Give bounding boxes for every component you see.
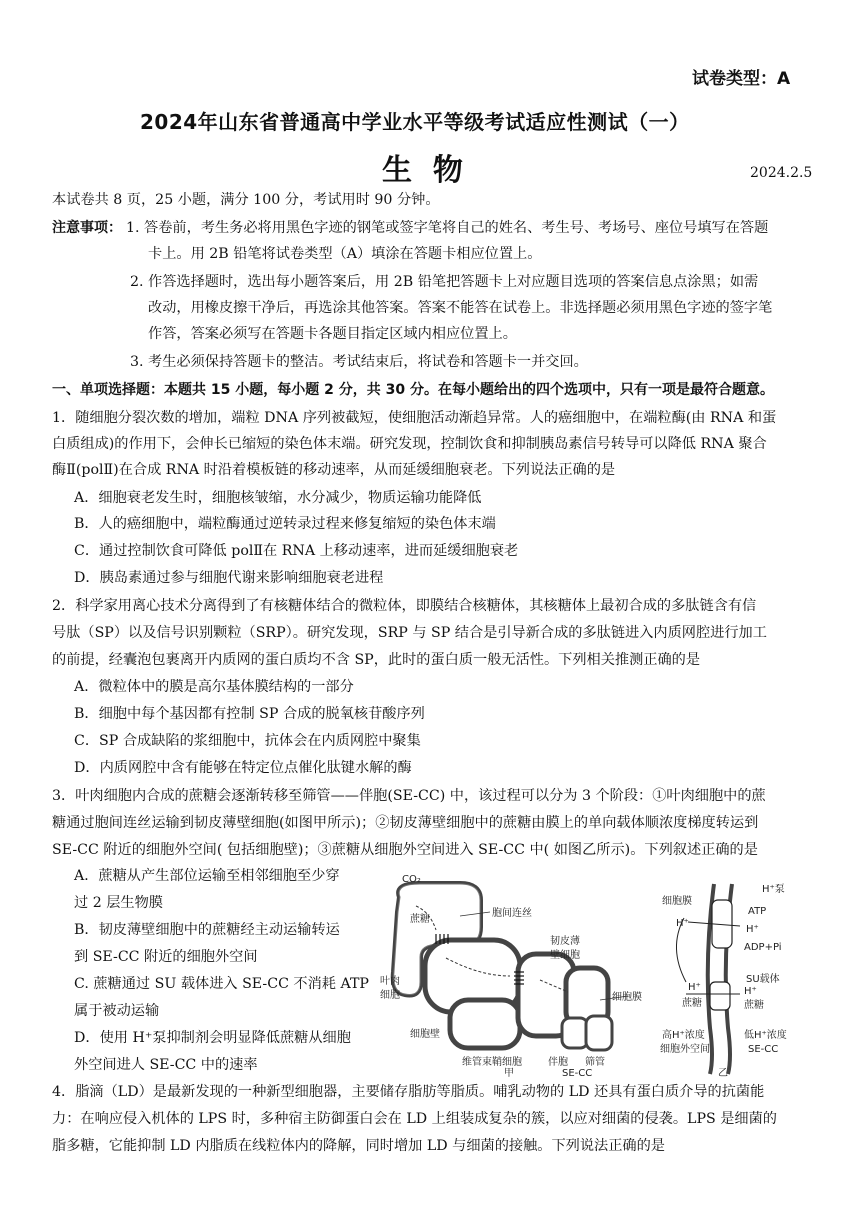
q3-stem-line-3: SE-CC 附近的细胞外空间( 包括细胞壁)；③蔗糖从细胞外空间进入 SE-CC 中( 如图乙所示)。下列叙述正确的是 xyxy=(52,842,758,858)
fig-jia-wall: 细胞壁 xyxy=(410,1029,440,1040)
fig-jia-mesophyll-2: 细胞 xyxy=(380,990,400,1001)
q3-option-a-line-1: A．蔗糖从产生部位运输至相邻细胞至少穿 xyxy=(74,868,340,884)
figure-yi xyxy=(658,878,818,1078)
exam-date: 2024.2.5 xyxy=(750,165,813,181)
q3-option-d-line-2: 外空间进人 SE-CC 中的速率 xyxy=(74,1057,258,1073)
q3-option-c-line-1: C. 蔗糖通过 SU 载体进入 SE-CC 不消耗 ATP xyxy=(74,976,369,992)
q4-stem-line-2: 力：在响应侵入机体的 LPS 时，多种宿主防御蛋白会在 LD 上组装成复杂的簇，以应对细菌的侵袭。LPS 是细菌的 xyxy=(52,1111,777,1127)
q2-option-a: A．微粒体中的膜是高尔基体膜结构的一部分 xyxy=(74,679,354,695)
exam-title: 2024年山东省普通高中学业水平等级考试适应性测试（一） xyxy=(140,110,690,134)
fig-jia-caption: 甲 xyxy=(504,1068,514,1077)
q3-option-a-line-2: 过 2 层生物膜 xyxy=(74,895,163,911)
section-1-heading: 一、单项选择题：本题共 15 小题，每小题 2 分，共 30 分。在每小题给出的四个选项中，只有一项是最符合题意。 xyxy=(52,382,774,398)
fig-yi-high-2: 细胞外空间 xyxy=(660,1044,710,1055)
fig-yi-h-left-2: H⁺ xyxy=(688,982,701,993)
q1-stem-line-1: 1．随细胞分裂次数的增加，端粒 DNA 序列被截短，使细胞活动渐趋异常。人的癌细胞中，在端粒酶(由 RNA 和蛋 xyxy=(52,410,777,426)
q1-stem-line-3: 酶Ⅱ(polⅡ)在合成 RNA 时沿着模板链的移动速率，从而延缓细胞衰老。下列说法正确的是 xyxy=(52,462,616,478)
fig-yi-membrane: 细胞膜 xyxy=(662,896,692,907)
figure-jia xyxy=(380,872,650,1077)
fig-jia-phloem-par-1: 韧皮薄 xyxy=(550,936,580,947)
subject-title: 生 物 xyxy=(382,153,463,188)
fig-jia-sieve: 筛管 xyxy=(585,1057,605,1068)
q3-stem-line-1: 3．叶肉细胞内合成的蔗糖会逐渐转移至筛管——伴胞(SE-CC) 中，该过程可以分为 3 个阶段：①叶肉细胞中的蔗 xyxy=(52,788,766,804)
fig-yi-sucrose-right: 蔗糖 xyxy=(744,1000,764,1011)
fig-jia-plasmodesma: 胞间连丝 xyxy=(492,908,532,919)
note-2-line-1: 2. 作答选择题时，选出每小题答案后，用 2B 铅笔把答题卡上对应题目选项的答案信息点涂黑；如需 xyxy=(130,274,759,290)
q3-option-c-line-2: 属于被动运输 xyxy=(74,1003,160,1019)
note-1-line-1: 1. 答卷前，考生务必将用黑色字迹的钢笔或签字笔将自己的姓名、考生号、考场号、座位号填写在答题 xyxy=(126,220,769,236)
fig-yi-high-1: 高H⁺浓度 xyxy=(662,1030,705,1041)
fig-yi-h-right: H⁺ xyxy=(746,924,759,935)
fig-jia-co2: CO₂ xyxy=(402,874,421,885)
q2-option-d: D．内质网腔中含有能够在特定位点催化肽键水解的酶 xyxy=(74,760,412,776)
fig-yi-low-2: SE-CC xyxy=(748,1044,779,1055)
fig-yi-su: SU载体 xyxy=(746,974,780,985)
q1-stem-line-2: 白质组成)的作用下，会伸长已缩短的染色体末端。研究发现，控制饮食和抑制胰岛素信号转导可以降低 RNA 聚合 xyxy=(52,436,767,452)
q2-stem-line-1: 2．科学家用离心技术分离得到了有核糖体结合的微粒体，即膜结合核糖体，其核糖体上最初合成的多肽链含有信 xyxy=(52,598,757,614)
note-2-line-3: 作答，答案必须写在答题卡各题目指定区域内相应位置上。 xyxy=(148,326,517,342)
fig-jia-se-cc: SE-CC xyxy=(562,1068,593,1077)
q3-stem-line-2: 糖通过胞间连丝运输到韧皮薄壁细胞(如图甲所示)；②韧皮薄壁细胞中的蔗糖由膜上的单向载体顺浓度梯度转运到 xyxy=(52,815,759,831)
note-2-line-2: 改动，用橡皮擦干净后，再选涂其他答案。答案不能答在试卷上。非选择题必须用黑色字迹的签字笔 xyxy=(148,300,773,316)
note-3: 3. 考生必须保持答题卡的整洁。考试结束后，将试卷和答题卡一并交回。 xyxy=(130,354,588,370)
fig-yi-sucrose-left: 蔗糖 xyxy=(682,998,702,1009)
fig-yi-h-pump: H⁺泵 xyxy=(762,884,785,895)
q3-option-b-line-2: 到 SE-CC 附近的细胞外空间 xyxy=(74,949,258,965)
q1-option-d: D．胰岛素通过参与细胞代谢来影响细胞衰老进程 xyxy=(74,570,384,586)
q3-option-d-line-1: D．使用 H⁺泵抑制剂会明显降低蔗糖从细胞 xyxy=(74,1030,351,1046)
fig-yi-low-1: 低H⁺浓度 xyxy=(744,1030,787,1041)
q2-option-c: C．SP 合成缺陷的浆细胞中，抗体会在内质网腔中聚集 xyxy=(74,733,421,749)
fig-yi-atp: ATP xyxy=(748,906,767,917)
notes-label: 注意事项： xyxy=(52,220,122,236)
fig-yi-caption: 乙 xyxy=(718,1068,728,1078)
q1-option-a: A．细胞衰老发生时，细胞核皱缩，水分减少，物质运输功能降低 xyxy=(74,490,482,506)
q3-option-b-line-1: B．韧皮薄壁细胞中的蔗糖经主动运输转运 xyxy=(74,922,340,938)
note-1-line-2: 卡上。用 2B 铅笔将试卷类型（A）填涂在答题卡相应位置上。 xyxy=(148,246,542,262)
q1-option-b: B．人的癌细胞中，端粒酶通过逆转录过程来修复缩短的染色体末端 xyxy=(74,516,496,532)
fig-jia-companion: 伴胞 xyxy=(548,1057,568,1068)
fig-jia-phloem-par-2: 壁细胞 xyxy=(550,950,580,961)
fig-jia-mesophyll-1: 叶肉 xyxy=(380,976,400,987)
intro-text: 本试卷共 8 页，25 小题，满分 100 分，考试用时 90 分钟。 xyxy=(52,192,440,208)
fig-yi-h-right-2: H⁺ xyxy=(744,986,757,997)
q4-stem-line-3: 脂多糖，它能抑制 LD 内脂质在线粒体内的降解，同时增加 LD 与细菌的接触。下列说法正确的是 xyxy=(52,1138,665,1154)
fig-yi-h-left: H⁺ xyxy=(676,918,689,929)
paper-type: 试卷类型：A xyxy=(692,69,791,89)
q2-stem-line-3: 的前提，经囊泡包裹离开内质网的蛋白质均不含 SP，此时的蛋白质一般无活性。下列相关推测正确的是 xyxy=(52,652,701,668)
q1-option-c: C．通过控制饮食可降低 polⅡ在 RNA 上移动速率，进而延缓细胞衰老 xyxy=(74,543,519,559)
fig-jia-sucrose: 蔗糖 xyxy=(410,914,430,925)
fig-jia-membrane: 细胞膜 xyxy=(612,992,642,1003)
q2-stem-line-2: 号肽（SP）以及信号识别颗粒（SRP）。研究发现，SRP 与 SP 结合是引导新合成的多肽链进入内质网腔进行加工 xyxy=(52,625,767,641)
q2-option-b: B．细胞中每个基因都有控制 SP 合成的脱氧核苷酸序列 xyxy=(74,706,425,722)
fig-jia-bundle-sheath: 维管束鞘细胞 xyxy=(462,1057,522,1068)
fig-yi-adp: ADP+Pi xyxy=(744,942,782,953)
q4-stem-line-1: 4．脂滴（LD）是最新发现的一种新型细胞器，主要储存脂肪等脂质。哺乳动物的 LD 还具有蛋白质介导的抗菌能 xyxy=(52,1084,765,1100)
